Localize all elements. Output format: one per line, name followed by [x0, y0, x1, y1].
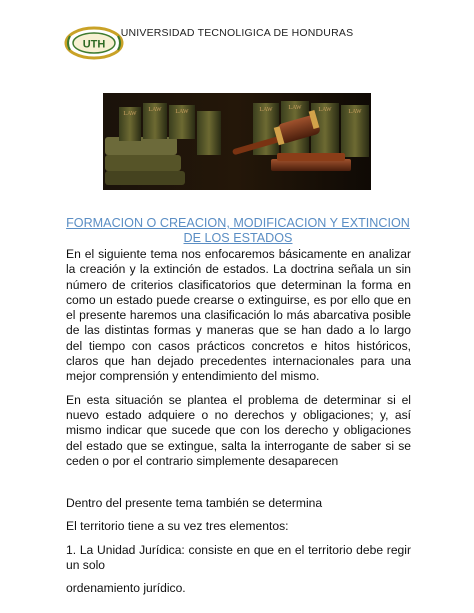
paragraph-ordenamiento: ordenamiento jurídico. [66, 581, 186, 596]
svg-text:LAW: LAW [288, 105, 302, 111]
svg-text:LAW: LAW [318, 107, 332, 113]
document-title: FORMACION O CREACION, MODIFICACION Y EXTINCION DE LOS ESTADOS [66, 216, 410, 245]
paragraph-problem: En esta situación se plantea el problema de determinar si el nuevo estado adquiere o no derechos y obligaciones; y, así mismo indicar que sucede que con los derecho y obligaciones del estado que se extingue, salta la interrogante de saber si se ceden o por el contrario simplemente desaparecen [66, 392, 411, 468]
list-item-unidad-juridica: 1. La Unidad Jurídica: consiste en que en el territorio debe regir un solo [66, 542, 411, 573]
law-books-gavel-image [103, 93, 371, 190]
svg-text:LAW: LAW [175, 109, 189, 115]
paragraph-determina: Dentro del presente tema también se determina [66, 496, 323, 511]
svg-text:LAW: LAW [148, 107, 162, 113]
paragraph-territorio: El territorio tiene a su vez tres elementos: [66, 519, 289, 534]
svg-text:LAW: LAW [348, 109, 362, 115]
document-body [66, 247, 411, 597]
svg-text:UTH: UTH [82, 38, 106, 51]
svg-text:LAW: LAW [123, 111, 137, 117]
svg-text:LAW: LAW [259, 107, 273, 113]
uth-logo [64, 26, 124, 60]
paragraph-intro: En el siguiente tema nos enfocaremos básicamente en analizar la creación y la extinción de estados. La doctrina señala un sin número de criterios clasificatorios que determinan la forma en como un estado puede crearse o extinguirse, es por ello que en el presente haremos una clasificación lo más abarcativa posible de las distintas formas y maneras que se han dado a lo largo del tiempo con casos prácticos concretos e hitos históricos, claros que han dejado precedentes internacionales para una mejor comprensión y entendimiento del mismo. [66, 247, 411, 384]
institution-header: UNIVERSIDAD TECNOLIGICA DE HONDURAS [120, 27, 354, 39]
